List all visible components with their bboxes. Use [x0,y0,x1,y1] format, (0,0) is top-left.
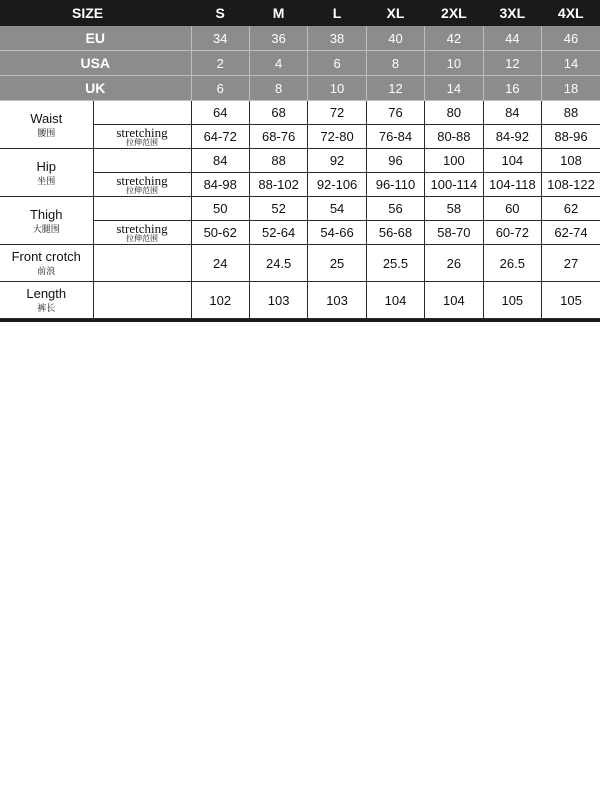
stretch-label [93,125,191,149]
measurement-cell: 52 [249,197,307,221]
empty-sub-cell [93,149,191,173]
measurement-cell: 54 [308,197,366,221]
measurement-row [0,197,600,221]
conversion-cell: 44 [483,26,541,51]
stretch-cell: 84-98 [191,173,249,197]
stretch-cell: 52-64 [249,221,307,245]
measurement-cell: 104 [483,149,541,173]
stretch-cell: 84-92 [483,125,541,149]
conversion-cell: 42 [425,26,483,51]
stretch-cell: 88-96 [542,125,600,149]
size-header-cell: 2XL [425,0,483,26]
measurement-cell: 64 [191,101,249,125]
conversion-label: USA [0,51,191,76]
conversion-row [0,51,600,76]
stretch-cell: 64-72 [191,125,249,149]
conversion-cell: 16 [483,76,541,101]
measurement-row [0,245,600,282]
conversion-cell: 38 [308,26,366,51]
size-header-cell: XL [366,0,424,26]
conversion-cell: 6 [308,51,366,76]
measurement-cell: 103 [308,282,366,319]
conversion-cell: 14 [425,76,483,101]
stretch-label [93,221,191,245]
measurement-cell: 88 [249,149,307,173]
measurement-row [0,282,600,319]
conversion-label: EU [0,26,191,51]
measurement-cell: 24.5 [249,245,307,282]
size-header-cell: 3XL [483,0,541,26]
conversion-cell: 10 [308,76,366,101]
measurement-name-cn: 腰围 [37,127,56,138]
stretch-label-cn: 拉伸范围 [126,233,158,243]
measurement-name: Length [26,286,67,301]
conversion-cell: 8 [249,76,307,101]
stretch-cell: 92-106 [308,173,366,197]
measurement-cell: 56 [366,197,424,221]
measurement-cell: 72 [308,101,366,125]
size-header-cell: S [191,0,249,26]
conversion-cell: 4 [249,51,307,76]
measurement-label [0,197,93,245]
measurement-cell: 50 [191,197,249,221]
size-header-title: SIZE [0,0,191,26]
conversion-row [0,26,600,51]
measurement-cell: 108 [542,149,600,173]
measurement-cell: 80 [425,101,483,125]
stretch-cell: 68-76 [249,125,307,149]
measurement-name-cn: 前浪 [37,266,56,276]
measurement-cell: 104 [425,282,483,319]
measurement-name-cn: 裤长 [37,303,56,313]
empty-sub-cell [93,101,191,125]
stretch-cell: 56-68 [366,221,424,245]
empty-sub-cell [93,245,191,282]
stretch-cell: 60-72 [483,221,541,245]
measurement-name-cn: 坐围 [37,175,56,186]
conversion-cell: 36 [249,26,307,51]
measurement-name: Hip [36,158,56,174]
conversion-cell: 14 [542,51,600,76]
measurement-row [0,149,600,173]
measurement-label [0,282,93,319]
stretch-cell: 76-84 [366,125,424,149]
measurement-cell: 92 [308,149,366,173]
measurement-label [0,245,93,282]
empty-sub-cell [93,282,191,319]
conversion-cell: 6 [191,76,249,101]
stretch-cell: 88-102 [249,173,307,197]
measurement-cell: 27 [542,245,600,282]
measurement-cell: 58 [425,197,483,221]
conversion-cell: 18 [542,76,600,101]
stretch-cell: 108-122 [542,173,600,197]
measurement-cell: 105 [483,282,541,319]
measurement-cell: 25.5 [366,245,424,282]
stretch-cell: 72-80 [308,125,366,149]
stretch-cell: 62-74 [542,221,600,245]
conversion-cell: 12 [483,51,541,76]
size-header-cell: L [308,0,366,26]
size-chart-body [0,0,600,319]
stretch-cell: 54-66 [308,221,366,245]
conversion-cell: 34 [191,26,249,51]
stretch-cell: 104-118 [483,173,541,197]
measurement-cell: 96 [366,149,424,173]
measurement-label [0,149,93,197]
measurement-cell: 105 [542,282,600,319]
measurement-cell: 84 [191,149,249,173]
header-row [0,0,600,26]
stretch-cell: 96-110 [366,173,424,197]
size-chart-table [0,0,600,319]
stretch-label-cn: 拉伸范围 [126,185,158,195]
measurement-cell: 103 [249,282,307,319]
measurement-cell: 24 [191,245,249,282]
stretch-cell: 58-70 [425,221,483,245]
conversion-cell: 46 [542,26,600,51]
measurement-cell: 26.5 [483,245,541,282]
measurement-name-cn: 大腿围 [32,223,60,234]
measurement-cell: 68 [249,101,307,125]
stretch-label-en: stretching [116,220,168,236]
stretch-label [93,173,191,197]
measurement-name: Waist [30,110,63,126]
measurement-cell: 62 [542,197,600,221]
conversion-label: UK [0,76,191,101]
measurement-label [0,101,93,149]
stretch-cell: 80-88 [425,125,483,149]
conversion-cell: 10 [425,51,483,76]
size-header-cell: M [249,0,307,26]
measurement-cell: 102 [191,282,249,319]
stretch-label-en: stretching [116,172,168,188]
stretch-cell: 50-62 [191,221,249,245]
conversion-cell: 8 [366,51,424,76]
measurement-cell: 26 [425,245,483,282]
measurement-cell: 60 [483,197,541,221]
size-chart [0,0,600,322]
empty-sub-cell [93,197,191,221]
conversion-cell: 40 [366,26,424,51]
measurement-cell: 100 [425,149,483,173]
measurement-row [0,101,600,125]
measurement-name: Front crotch [11,249,81,264]
measurement-cell: 88 [542,101,600,125]
stretch-label-cn: 拉伸范围 [126,137,158,147]
measurement-cell: 104 [366,282,424,319]
size-header-cell: 4XL [542,0,600,26]
conversion-cell: 12 [366,76,424,101]
measurement-cell: 25 [308,245,366,282]
measurement-cell: 76 [366,101,424,125]
measurement-cell: 84 [483,101,541,125]
stretch-cell: 100-114 [425,173,483,197]
conversion-cell: 2 [191,51,249,76]
measurement-name: Thigh [29,206,63,222]
conversion-row [0,76,600,101]
stretch-label-en: stretching [116,124,168,140]
